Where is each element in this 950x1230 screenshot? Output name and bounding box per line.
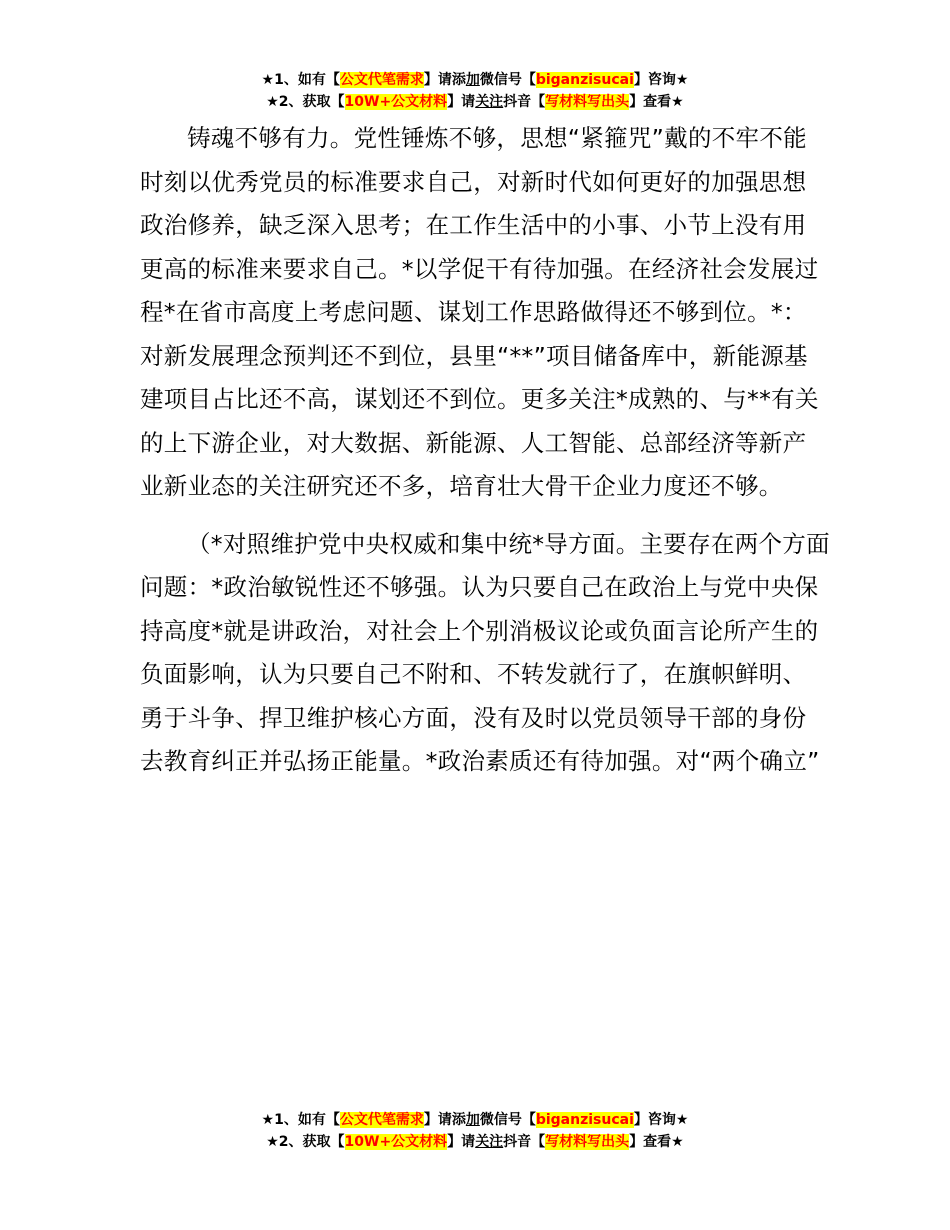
footer-line-1-middle: 】请添 xyxy=(423,1112,466,1128)
banner-line-2-middle: 】请 xyxy=(447,94,476,110)
footer-line-1-suffix: 】咨询★ xyxy=(633,1112,689,1128)
footer-line-1-prefix: ★1、如有【 xyxy=(261,1112,340,1128)
footer-banner xyxy=(0,1109,950,1153)
banner-line-1-prefix: ★1、如有【 xyxy=(261,72,340,88)
banner-highlight-wechat-id: biganzisucai xyxy=(535,72,634,88)
banner-line-2-emphasis: 关注 xyxy=(475,94,504,110)
footer-line-2-prefix: ★2、获取【 xyxy=(266,1134,345,1150)
body-paragraph-1: 铸魂不够有力。党性锤炼不够，思想“紧箍咒”戴的不牢不能时刻以优秀党员的标准要求自己，对新时代如何更好的加强思想政治修养，缺乏深入思考；在工作生活中的小事、小节上没有用更高的标准来要求自己。*以学促干有待加强。在经济社会发展过程*在省市高度上考虑问题、谋划工作思路做得还不够到位。*：对新发展理念预判还不到位，县里“**”项目储备库中，新能源基建项目占比还不高，谋划还不到位。更多关注*成熟的、与**有关的上下游企业，对大数据、新能源、人工智能、总部经济等新产业新业态的关注研究还不多，培育壮大骨干企业力度还不够。 xyxy=(140,124,819,500)
banner-line-2-prefix: ★2、获取【 xyxy=(266,94,345,110)
footer-line-1-middle-2: 微信号【 xyxy=(479,1112,536,1128)
footer-line-2-middle-2: 抖音【 xyxy=(503,1134,546,1150)
footer-line-2-middle: 】请 xyxy=(447,1134,476,1150)
document-body xyxy=(140,117,830,784)
footer-banner-line-1 xyxy=(0,1109,950,1131)
banner-line-1-emphasis: 加 xyxy=(465,72,480,88)
banner-line-1 xyxy=(0,69,950,91)
banner-line-2-suffix: 】查看★ xyxy=(629,94,684,110)
banner-highlight-service: 公文代笔需求 xyxy=(339,72,424,88)
footer-highlight-wechat-id: biganzisucai xyxy=(535,1112,634,1128)
banner-line-1-middle: 】请添 xyxy=(423,72,466,88)
banner-line-2 xyxy=(0,91,950,113)
footer-line-1-emphasis: 加 xyxy=(465,1112,480,1128)
footer-line-2-emphasis: 关注 xyxy=(475,1134,504,1150)
footer-highlight-materials: 10W+公文材料 xyxy=(344,1134,448,1150)
body-paragraph-2: （*对照维护党中央权威和集中统*导方面。主要存在两个方面问题：*政治敏锐性还不够强。认为只要自己在政治上与党中央保持高度*就是讲政治，对社会上个别消极议论或负面言论所产生的负面影响，认为只要自己不附和、不转发就行了，在旗帜鲜明、勇于斗争、捍卫维护核心方面，没有及时以党员领导干部的身份去教育纠正并弘扬正能量。*政治素质还有待加强。对“两个确立” xyxy=(140,529,830,775)
footer-highlight-douyin-account: 写材料写出头 xyxy=(545,1134,630,1150)
header-banner xyxy=(0,69,950,113)
banner-highlight-materials: 10W+公文材料 xyxy=(344,94,448,110)
banner-line-1-suffix: 】咨询★ xyxy=(633,72,689,88)
footer-line-2-suffix: 】查看★ xyxy=(629,1134,684,1150)
banner-highlight-douyin-account: 写材料写出头 xyxy=(545,94,630,110)
footer-banner-line-2 xyxy=(0,1131,950,1153)
footer-highlight-service: 公文代笔需求 xyxy=(339,1112,424,1128)
banner-line-1-middle-2: 微信号【 xyxy=(479,72,536,88)
banner-line-2-middle-2: 抖音【 xyxy=(503,94,546,110)
